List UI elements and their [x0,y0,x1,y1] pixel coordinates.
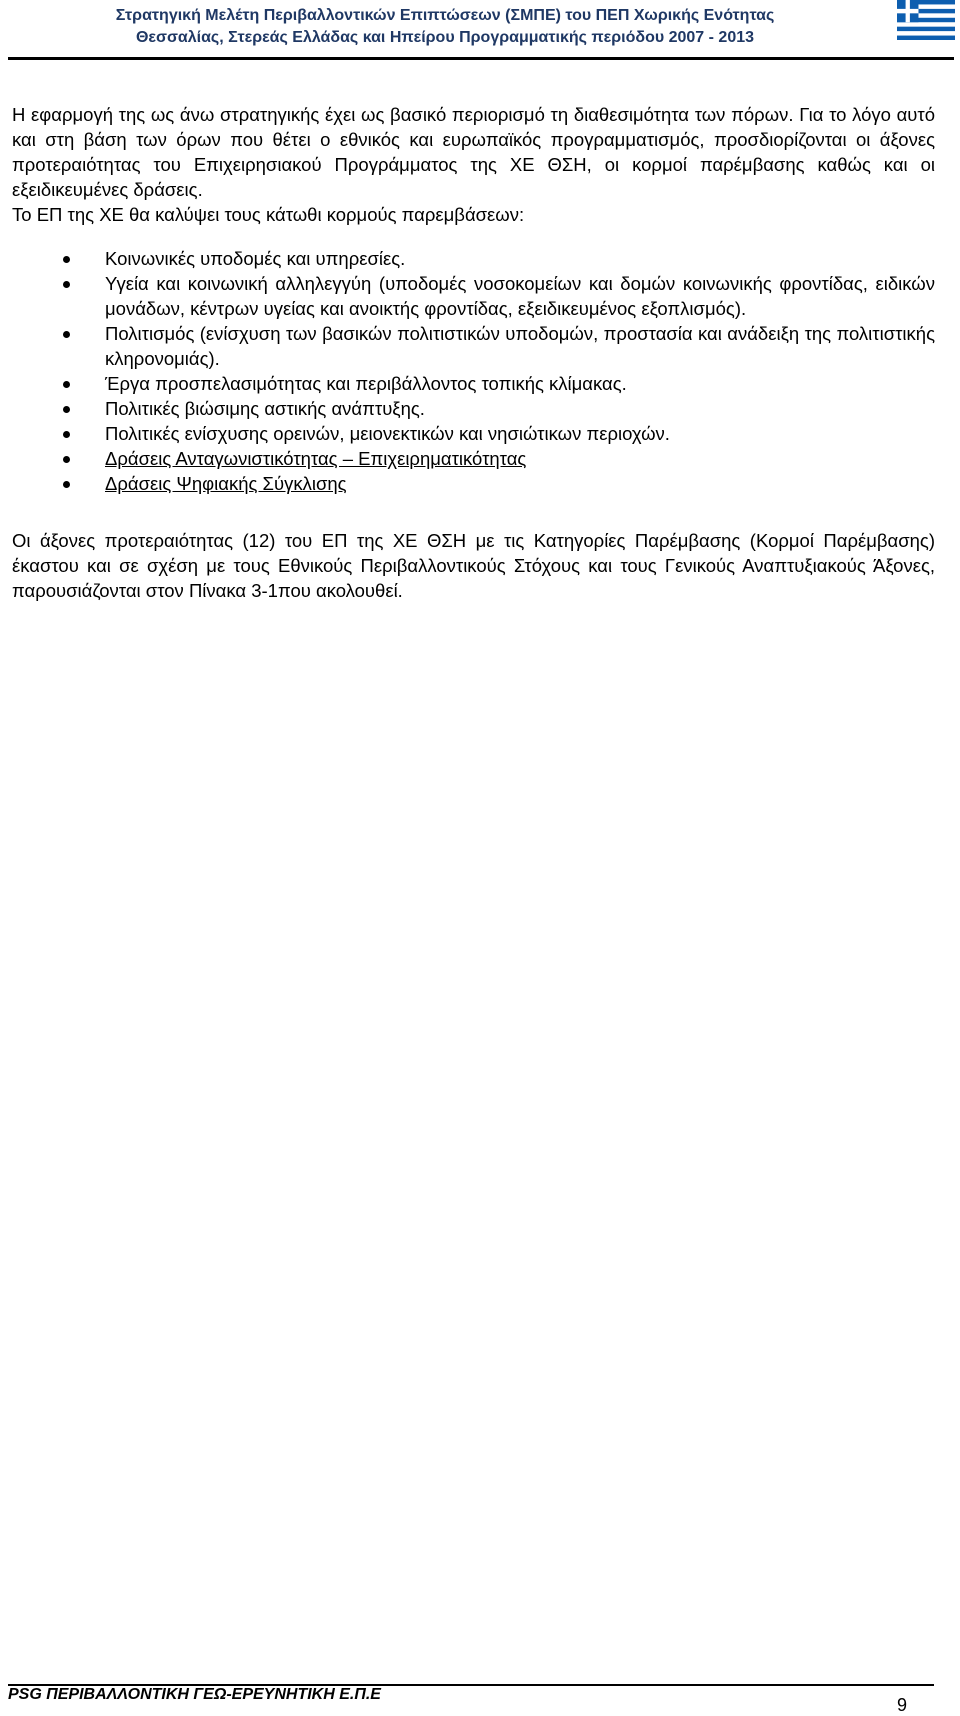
page-number: 9 [897,1695,908,1715]
list-item-text: Πολιτισμός (ενίσχυση των βασικών πολιτιστικών υποδομών, προστασία και ανάδειξη της πολιτιστικής κληρονομιάς). [105,323,935,369]
document-title-line-2: Θεσσαλίας, Στερεάς Ελλάδας και Ηπείρου Προγραμματικής περιόδου 2007 - 2013 [135,29,755,46]
list-item-text: Έργα προσπελασιμότητας και περιβάλλοντος τοπικής κλίμακας. [105,373,627,394]
bullet-icon [63,256,70,263]
header-divider [8,57,954,60]
list-item-text: Δράσεις Ψηφιακής Σύγκλισης [105,473,347,494]
list-item [12,321,935,371]
bullet-icon [63,331,70,338]
intro-lead: Το ΕΠ της ΧΕ θα καλύψει τους κάτωθι κορμούς παρεμβάσεων: [12,204,525,225]
list-item-text: Υγεία και κοινωνική αλληλεγγύη (υποδομές νοσοκομείων και δομών κοινωνικής φροντίδας, ειδικών μονάδων, κέντρων υγείας και ανοικτής φροντίδας, εξειδικευμένος εξοπλισμός). [105,273,935,319]
bullet-icon [63,431,70,438]
list-item-text: Πολιτικές βιώσιμης αστικής ανάπτυξης. [105,398,425,419]
list-item [12,446,935,471]
list-item-text: Δράσεις Ανταγωνιστικότητας – Επιχειρηματικότητας [105,448,527,469]
list-item [12,471,935,496]
bullet-icon [63,381,70,388]
document-title-line-1: Στρατηγική Μελέτη Περιβαλλοντικών Επιπτώσεων (ΣΜΠΕ) του ΠΕΠ Χωρικής Ενότητας [115,7,775,24]
intro-text: Η εφαρμογή της ως άνω στρατηγικής έχει ως βασικό περιορισμό τη διαθεσιμότητα των πόρων. Για το λόγο αυτό και στη βάση των όρων που θέτει ο εθνικός και ευρωπαϊκός προγραμματισμός, προσδιορίζονται οι άξονες προτεραιότητας του Επιχειρησιακού Προγράμματος της ΧΕ ΘΣΗ, οι κορμοί παρέμβασης καθώς και οι εξειδικευμένες δράσεις. [12,104,935,200]
document-body [12,102,935,603]
footer-organization: PSG ΠΕΡΙΒΑΛΛΟΝΤΙΚΗ ΓΕΩ-ΕΡΕΥΝΗΤΙΚΗ Ε.Π.Ε [8,1686,381,1703]
bullet-icon [63,481,70,488]
summary-paragraph: Οι άξονες προτεραιότητας (12) του ΕΠ της ΧΕ ΘΣΗ με τις Κατηγορίες Παρέμβασης (Κορμοί Παρέμβασης) έκαστου και σε σχέση με τους Εθνικούς Περιβαλλοντικούς Στόχους και τους Γενικούς Αναπτυξιακούς Άξονες, παρουσιάζονται στον Πίνακα 3-1που ακολουθεί. [12,530,935,601]
page-header [0,0,960,56]
intervention-list [12,246,935,496]
list-item-text: Πολιτικές ενίσχυσης ορεινών, μειονεκτικών και νησιώτικων περιοχών. [105,423,670,444]
list-item [12,371,935,396]
list-item-text: Κοινωνικές υποδομές και υπηρεσίες. [105,248,406,269]
bullet-icon [63,406,70,413]
list-item [12,271,935,321]
list-item [12,396,935,421]
document-title [0,5,890,49]
bullet-icon [63,281,70,288]
intro-paragraph [12,102,935,227]
greek-flag-icon [897,0,955,40]
bullet-icon [63,456,70,463]
list-item [12,421,935,446]
list-item [12,246,935,271]
